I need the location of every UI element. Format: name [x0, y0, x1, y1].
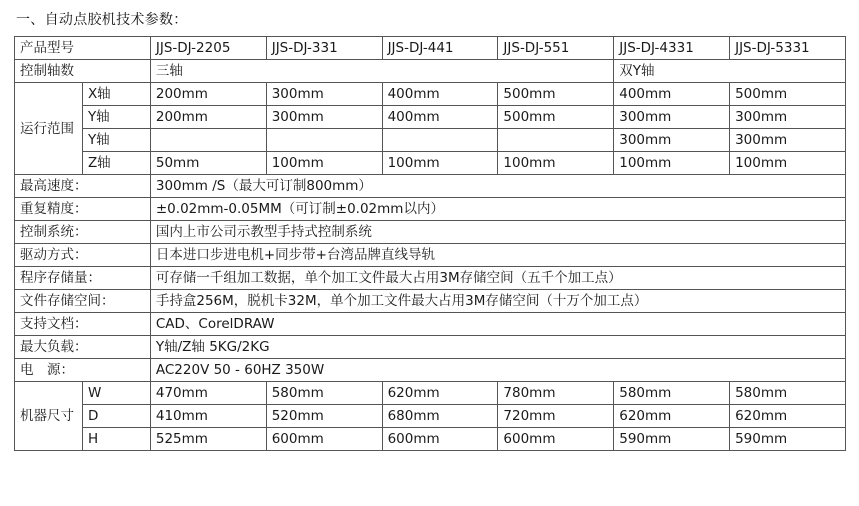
- row-value-accuracy: ±0.02mm-0.05MM（可订制±0.02mm以内）: [150, 198, 845, 221]
- table-row: [15, 359, 846, 382]
- range-y2-3: [498, 129, 614, 152]
- row-label-accuracy: 重复精度：: [15, 198, 151, 221]
- range-z-4: 100mm: [614, 152, 730, 175]
- size-h-4: 590mm: [614, 428, 730, 451]
- table-row: [15, 60, 846, 83]
- range-x-1: 300mm: [266, 83, 382, 106]
- range-y1-0: 200mm: [150, 106, 266, 129]
- table-row: [15, 152, 846, 175]
- size-h-1: 600mm: [266, 428, 382, 451]
- table-row: [15, 290, 846, 313]
- size-w-0: 470mm: [150, 382, 266, 405]
- table-row: [15, 244, 846, 267]
- size-d-1: 520mm: [266, 405, 382, 428]
- row-label-size: 机器尺寸: [15, 382, 83, 451]
- row-label-range: 运行范围: [15, 83, 83, 175]
- size-h-5: 590mm: [730, 428, 846, 451]
- range-y2-2: [382, 129, 498, 152]
- row-label-speed: 最高速度：: [15, 175, 151, 198]
- table-row: [15, 198, 846, 221]
- spec-table: [14, 36, 846, 451]
- range-y1-3: 500mm: [498, 106, 614, 129]
- range-z-2: 100mm: [382, 152, 498, 175]
- table-row: [15, 267, 846, 290]
- range-x-3: 500mm: [498, 83, 614, 106]
- range-z-1: 100mm: [266, 152, 382, 175]
- range-x-4: 400mm: [614, 83, 730, 106]
- row-value-speed: 300mm /S（最大可订制800mm）: [150, 175, 845, 198]
- range-y1-2: 400mm: [382, 106, 498, 129]
- range-z-5: 100mm: [730, 152, 846, 175]
- model-cell-5: JJS-DJ-5331: [730, 37, 846, 60]
- size-sub-d: D: [82, 405, 150, 428]
- row-value-drive: 日本进口步进电机+同步带+台湾品牌直线导轨: [150, 244, 845, 267]
- size-d-5: 620mm: [730, 405, 846, 428]
- size-sub-w: W: [82, 382, 150, 405]
- size-d-4: 620mm: [614, 405, 730, 428]
- range-y2-1: [266, 129, 382, 152]
- row-value-file: 手持盒256M，脱机卡32M，单个加工文件最大占用3M存储空间（十万个加工点）: [150, 290, 845, 313]
- row-value-format: CAD、CorelDRAW: [150, 313, 845, 336]
- row-label-format: 支持文档：: [15, 313, 151, 336]
- model-cell-1: JJS-DJ-331: [266, 37, 382, 60]
- row-label-load: 最大负载：: [15, 336, 151, 359]
- range-y1-5: 300mm: [730, 106, 846, 129]
- table-row: [15, 336, 846, 359]
- size-h-0: 525mm: [150, 428, 266, 451]
- range-y2-5: 300mm: [730, 129, 846, 152]
- size-w-1: 580mm: [266, 382, 382, 405]
- axis-value-dual-y: 双Y轴: [614, 60, 846, 83]
- table-row: [15, 405, 846, 428]
- table-row: [15, 221, 846, 244]
- page-title: 一、自动点胶机技术参数：: [16, 12, 188, 28]
- model-cell-3: JJS-DJ-551: [498, 37, 614, 60]
- axis-value-three: 三轴: [150, 60, 613, 83]
- range-y2-0: [150, 129, 266, 152]
- row-value-load: Y轴/Z轴 5KG/2KG: [150, 336, 845, 359]
- size-d-0: 410mm: [150, 405, 266, 428]
- model-cell-2: JJS-DJ-441: [382, 37, 498, 60]
- size-w-2: 620mm: [382, 382, 498, 405]
- table-row: [15, 129, 846, 152]
- row-value-control: 国内上市公司示教型手持式控制系统: [150, 221, 845, 244]
- size-w-3: 780mm: [498, 382, 614, 405]
- row-label-model: 产品型号: [15, 37, 151, 60]
- table-row: [15, 83, 846, 106]
- size-sub-h: H: [82, 428, 150, 451]
- range-x-2: 400mm: [382, 83, 498, 106]
- range-z-0: 50mm: [150, 152, 266, 175]
- row-label-drive: 驱动方式：: [15, 244, 151, 267]
- size-w-5: 580mm: [730, 382, 846, 405]
- range-sub-z: Z轴: [82, 152, 150, 175]
- range-sub-y2: Y轴: [82, 129, 150, 152]
- table-row: [15, 106, 846, 129]
- table-row: [15, 382, 846, 405]
- row-label-file: 文件存储空间：: [15, 290, 151, 313]
- range-sub-x: X轴: [82, 83, 150, 106]
- table-row: [15, 175, 846, 198]
- model-cell-0: JJS-DJ-2205: [150, 37, 266, 60]
- table-row: [15, 428, 846, 451]
- size-d-3: 720mm: [498, 405, 614, 428]
- range-y1-4: 300mm: [614, 106, 730, 129]
- range-x-5: 500mm: [730, 83, 846, 106]
- range-z-3: 100mm: [498, 152, 614, 175]
- row-label-axis: 控制轴数: [15, 60, 151, 83]
- size-h-3: 600mm: [498, 428, 614, 451]
- range-y1-1: 300mm: [266, 106, 382, 129]
- row-value-power: AC220V 50 - 60HZ 350W: [150, 359, 845, 382]
- row-label-control: 控制系统：: [15, 221, 151, 244]
- size-w-4: 580mm: [614, 382, 730, 405]
- range-x-0: 200mm: [150, 83, 266, 106]
- table-row: [15, 37, 846, 60]
- model-cell-4: JJS-DJ-4331: [614, 37, 730, 60]
- range-sub-y1: Y轴: [82, 106, 150, 129]
- row-value-program: 可存储一千组加工数据，单个加工文件最大占用3M存储空间（五千个加工点）: [150, 267, 845, 290]
- row-label-power: 电 源：: [15, 359, 151, 382]
- size-h-2: 600mm: [382, 428, 498, 451]
- row-label-program: 程序存储量：: [15, 267, 151, 290]
- size-d-2: 680mm: [382, 405, 498, 428]
- table-row: [15, 313, 846, 336]
- range-y2-4: 300mm: [614, 129, 730, 152]
